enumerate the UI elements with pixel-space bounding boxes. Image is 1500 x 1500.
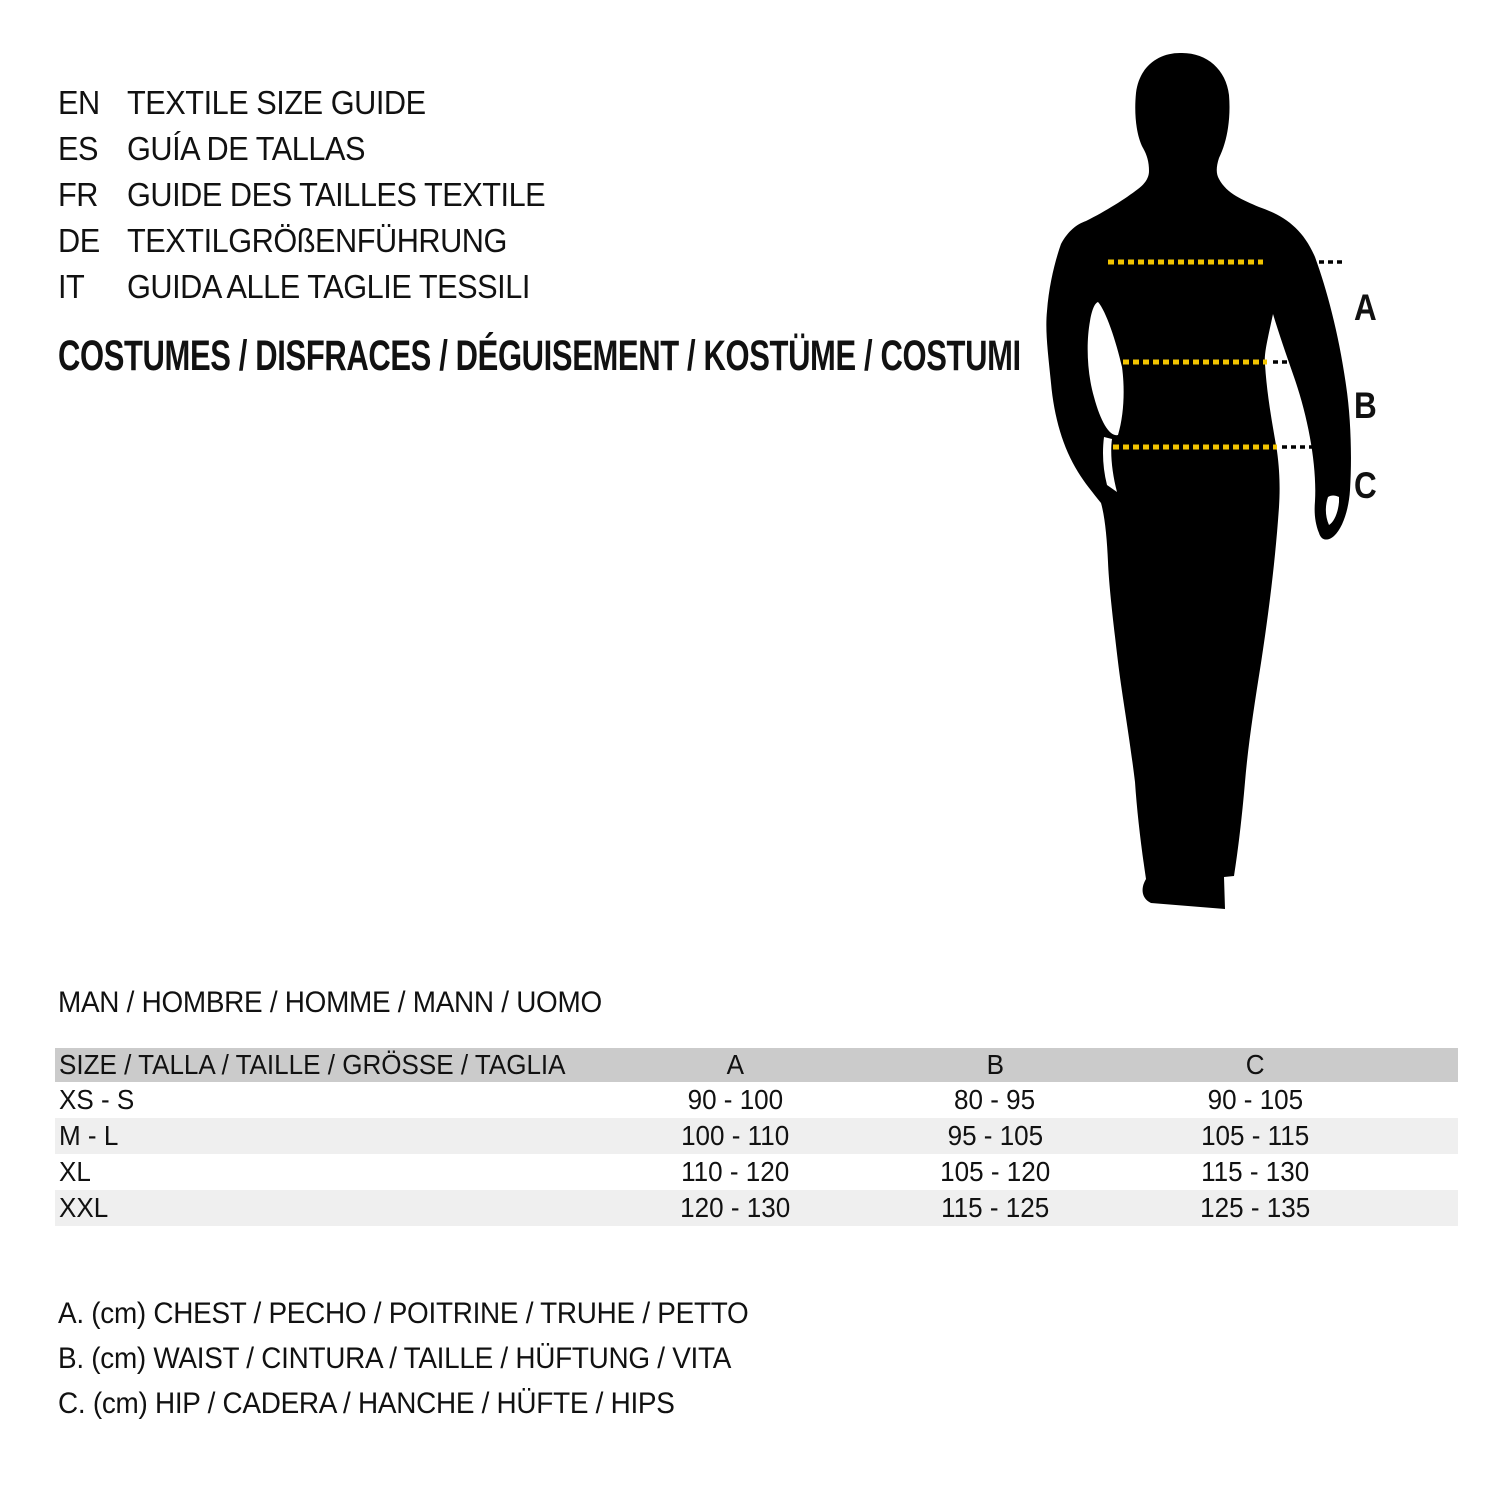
value-a: 100 - 110 (680, 1120, 790, 1151)
size-cell: M - L (59, 1120, 119, 1151)
chest-label: A (1354, 287, 1377, 328)
size-cell: XXL (59, 1192, 109, 1223)
note-waist: B. (cm) WAIST / CINTURA / TAILLE / HÜFTUNG / VITA (58, 1341, 732, 1375)
language-row-it (58, 264, 577, 310)
figure-area (1030, 45, 1450, 925)
guide-title-fr: GUIDE DES TAILLES TEXTILE (127, 176, 546, 213)
table-row-xl (55, 1154, 1458, 1190)
value-b: 95 - 105 (947, 1120, 1043, 1151)
guide-title-it: GUIDA ALLE TAGLIE TESSILI (127, 268, 530, 305)
size-table (55, 1048, 1458, 1226)
language-code: IT (58, 268, 85, 305)
size-cell: XL (59, 1156, 91, 1187)
value-c: 90 - 105 (1207, 1084, 1303, 1115)
language-row-en (58, 80, 577, 126)
language-code: ES (58, 130, 99, 167)
note-hip: C. (cm) HIP / CADERA / HANCHE / HÜFTE / HIPS (58, 1386, 675, 1420)
hip-label: C (1354, 465, 1377, 506)
waist-label: B (1354, 385, 1377, 426)
language-row-fr (58, 172, 577, 218)
measurement-notes (58, 1291, 800, 1426)
value-b: 80 - 95 (954, 1084, 1036, 1115)
note-chest: A. (cm) CHEST / PECHO / POITRINE / TRUHE / PETTO (58, 1296, 749, 1330)
table-row-xs-s (55, 1082, 1458, 1118)
header-b: B (986, 1049, 1004, 1080)
language-title-list (58, 80, 577, 310)
value-b: 115 - 125 (940, 1192, 1050, 1223)
guide-title-de: TEXTILGRÖßENFÜHRUNG (127, 222, 507, 259)
language-code: FR (58, 176, 98, 213)
value-c: 105 - 115 (1200, 1120, 1310, 1151)
header-size: SIZE / TALLA / TAILLE / GRÖSSE / TAGLIA (59, 1049, 566, 1080)
value-b: 105 - 120 (939, 1156, 1051, 1187)
language-row-es (58, 126, 577, 172)
value-a: 90 - 100 (687, 1084, 783, 1115)
language-code: DE (58, 222, 100, 259)
value-a: 120 - 130 (679, 1192, 791, 1223)
category-heading: COSTUMES / DISFRACES / DÉGUISEMENT / KOSTÜME / COSTUMI (58, 332, 1021, 380)
size-cell: XS - S (59, 1084, 135, 1115)
section-label-man: MAN / HOMBRE / HOMME / MANN / UOMO (58, 986, 602, 1019)
guide-title-en: TEXTILE SIZE GUIDE (127, 84, 426, 121)
header-a: A (726, 1049, 744, 1080)
header-c: C (1245, 1049, 1265, 1080)
man-silhouette-icon (1030, 45, 1380, 925)
value-c: 125 - 135 (1199, 1192, 1311, 1223)
table-row-xxl (55, 1190, 1458, 1226)
value-c: 115 - 130 (1200, 1156, 1310, 1187)
language-code: EN (58, 84, 100, 121)
language-row-de (58, 218, 577, 264)
table-header-row (55, 1048, 1458, 1082)
guide-title-es: GUÍA DE TALLAS (127, 130, 365, 167)
table-row-m-l (55, 1118, 1458, 1154)
value-a: 110 - 120 (680, 1156, 790, 1187)
